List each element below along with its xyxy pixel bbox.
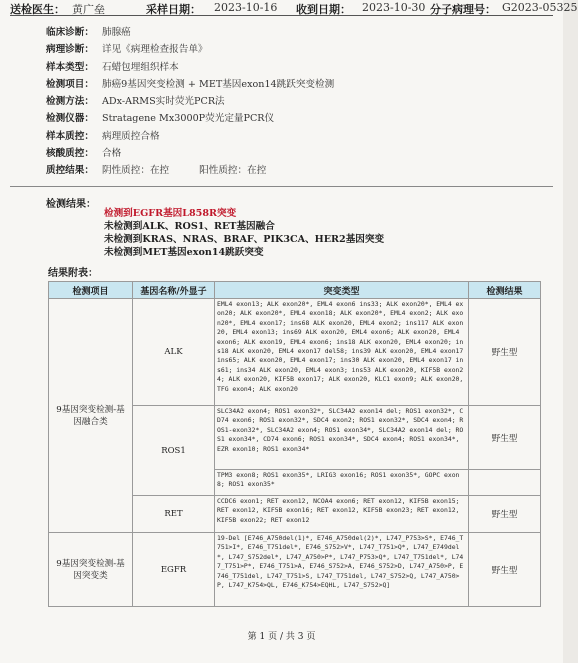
pathology-diagnosis-row: 病理诊断： 详见《病理检查报告单》 [46, 44, 208, 56]
test-method-row: 检测方法： ADx-ARMS实时荧光PCR法 [46, 96, 225, 108]
sample-quality-row: 样本质控： 病理质控合格 [46, 130, 160, 142]
section-divider [10, 186, 553, 187]
attachment-title: 结果附表： [48, 268, 98, 279]
test-instrument-row: 检测仪器： Stratagene Mx3000P荧光定量PCR仪 [46, 113, 275, 125]
test-result-label: 检测结果： [46, 199, 96, 210]
sample-type-row: 样本类型： 石蜡包埋组织样本 [46, 61, 179, 73]
result-cell: 野生型 [469, 496, 541, 533]
report-header [10, 0, 578, 16]
result-attachment-table [48, 281, 541, 607]
inspector-label: 送检医生： [10, 3, 65, 16]
received-date-value: 2023-10-30 [362, 1, 426, 14]
received-date-label: 收到日期： [296, 3, 351, 16]
molecular-pathology-no-value: G2023-05325 [502, 1, 578, 14]
table-row [49, 533, 541, 607]
mutation-cell: 19-Del [E746_A750del(1)*, E746_A750del(2)*, L747_P753>S*, E746_T751>I*, E746_T751del*, E746_S752>V*, L747_T751>Q*, L747_E749del*, L747_S752del*, L747_A750>P*, L747_P753>Q*, L747_T751del*, L747_T751>P*, E746_T751>A, E746_S752>A, E746_S752>D, L747_A750>P, E746_T751del, L747_T751>S, L747_T751del, L747_S752>Q, L747_A750>P, L747_K754>QL, E746_K754>EQHL, L747_S752>Q] [215, 533, 469, 607]
result-cell: 野生型 [469, 533, 541, 607]
inspector-value: 黄广垒 [72, 3, 105, 16]
gene-cell: RET [133, 496, 215, 533]
mutation-cell: SLC34A2 exon4; ROS1 exon32*, SLC34A2 exon14 del; ROS1 exon32*, CD74 exon6; ROS1 exon32*, SDC4 exon2; ROS1 exon32*, SDC4 exon4; ROS1-exon32*, SLC34A2 exon4; ROS1 exon34*, SLC34A2 exon14 del; ROS1 exon34*, CD74 exon6; ROS1 exon34*, SDC4 exon4; ROS1 exon34*, EZR exon10; ROS1 exon34* [215, 406, 469, 470]
mutation-cell: TPM3 exon8; ROS1 exon35*, LRIG3 exon16; ROS1 exon35*, GOPC exon8; ROS1 exon35* [215, 470, 469, 496]
test-result-lines [104, 207, 384, 259]
header-divider [10, 15, 553, 16]
negative-finding-fusion: 未检测到ALK、ROS1、RET基因融合 [104, 221, 275, 232]
gene-cell: ROS1 [133, 406, 215, 496]
page-number: 第 1 页 / 共 3 页 [247, 632, 316, 642]
test-item-row: 检测项目： 肺癌9基因突变检测 + MET基因exon14跳跃突变检测 [46, 78, 335, 90]
gene-cell: ALK [133, 299, 215, 406]
table-header-row [49, 282, 541, 299]
table-row [49, 299, 541, 406]
gene-cell: EGFR [133, 533, 215, 607]
positive-finding: 检测到EGFR基因L858R突变 [104, 208, 237, 219]
case-info [46, 24, 536, 180]
col-mutation-type: 突变类型 [215, 282, 469, 299]
sampling-date-value: 2023-10-16 [214, 1, 278, 14]
test-item-cell: 9基因突变检测-基因融合类 [49, 299, 133, 533]
quality-control-row: 质控结果： 阴性质控：在控 阳性质控：在控 [46, 165, 267, 177]
negative-finding-met: 未检测到MET基因exon14跳跃突变 [104, 247, 264, 258]
result-cell [469, 470, 541, 496]
col-gene-exon: 基因名称/外显子 [133, 282, 215, 299]
mutation-cell: EML4 exon13; ALK exon20*, EML4 exon6 ins33; ALK exon20*, EML4 exon20; ALK exon20*, EML4 exon18; ALK exon20*, EML4 exon2; ALK exon20*, EML4 exon17; ins68 ALK exon20, EML4 exon2; ins117 ALK exon20, EML4 exon13; ins69 ALK exon20, EML4 exon6; ALK exon20, EML4 exon6; ALK exon19, EML4 exon6; ins18 ALK exon20, EML4 exon20; ins18 ALK exon20, EML4 exon17 del58; ins39 ALK exon20, EML4 exon17 ins65; ALK exon20, EML4 exon17; ins30 ALK exon20, EML4 exon17 ins61; ins34 ALK exon20, EML4 exon3; ins53 ALK exon20, KIF5B exon24; ALK exon20, KIF5B exon17; ALK exon20, KLC1 exon9; ALK exon20, TFG exon4; ALK exon20 [215, 299, 469, 406]
negative-finding-mutation: 未检测到KRAS、NRAS、BRAF、PIK3CA、HER2基因突变 [104, 234, 385, 245]
clinical-diagnosis-row: 临床诊断： 肺腺癌 [46, 27, 131, 38]
molecular-pathology-no-label: 分子病理号： [430, 3, 496, 16]
nucleic-acid-quality-row: 核酸质控： 合格 [46, 148, 122, 160]
sampling-date-label: 采样日期： [146, 3, 201, 16]
result-cell: 野生型 [469, 299, 541, 406]
col-test-item: 检测项目 [49, 282, 133, 299]
mutation-cell: CCDC6 exon1; RET exon12, NCOA4 exon6; RET exon12, KIF5B exon15; RET exon12, KIF5B exon16; RET exon12, KIF5B exon23; RET exon12, KIF5B exon22; RET exon12 [215, 496, 469, 533]
result-cell: 野生型 [469, 406, 541, 470]
col-result: 检测结果 [469, 282, 541, 299]
test-item-cell: 9基因突变检测-基因突变类 [49, 533, 133, 607]
